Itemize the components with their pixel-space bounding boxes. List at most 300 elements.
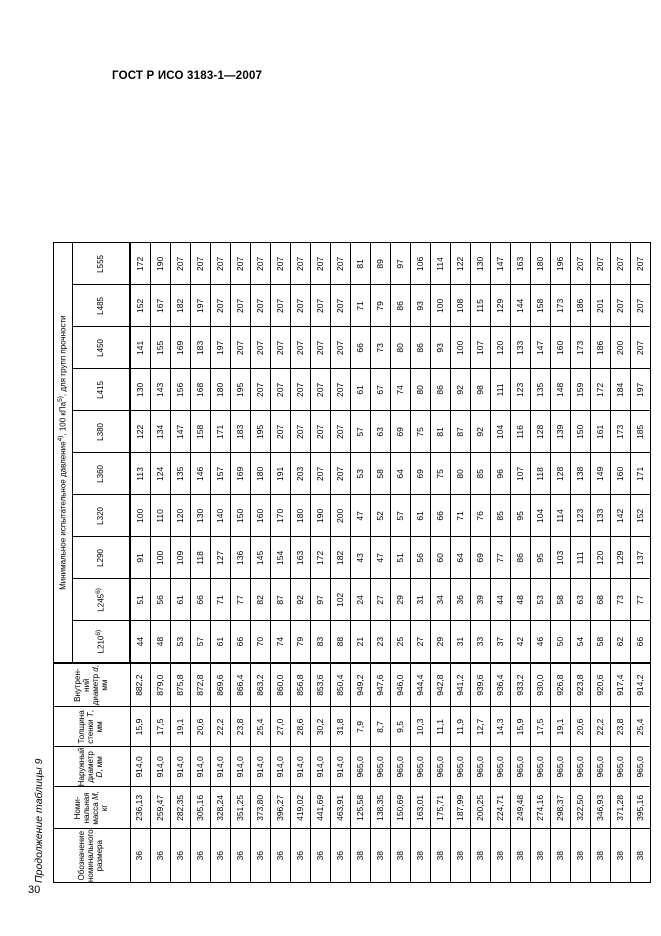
cell-pressure-l485: 167 (150, 285, 170, 327)
cell-pressure-l450: 183 (190, 327, 210, 369)
cell-od: 965,0 (450, 747, 470, 787)
cell-mass: 274,16 (530, 787, 550, 829)
table-row (290, 243, 310, 883)
cell-pressure-l360: 191 (270, 453, 290, 495)
cell-pressure-l360: 64 (390, 453, 410, 495)
cell-pressure-l360: 96 (490, 453, 510, 495)
table-caption: Продолжение таблицы 9 (32, 758, 45, 883)
cell-mass: 259,47 (150, 787, 170, 829)
cell-pressure-l2106: 21 (350, 621, 370, 663)
cell-pressure-l380: 183 (230, 411, 250, 453)
cell-pressure-l415: 156 (170, 369, 190, 411)
cell-pressure-l380: 150 (570, 411, 590, 453)
cell-pressure-l415: 159 (570, 369, 590, 411)
header-row-span (53, 243, 72, 883)
cell-size: 38 (450, 829, 470, 883)
col-header-grade-l380: L380 (72, 411, 130, 453)
cell-pressure-l555: 207 (630, 243, 650, 285)
cell-od: 965,0 (510, 747, 530, 787)
cell-size: 38 (630, 829, 650, 883)
cell-pressure-l555: 114 (430, 243, 450, 285)
cell-pressure-l360: 171 (630, 453, 650, 495)
cell-size: 38 (510, 829, 530, 883)
cell-od: 914,0 (230, 747, 250, 787)
cell-pressure-l450: 141 (130, 327, 151, 369)
cell-pressure-l2106: 70 (250, 621, 270, 663)
col-header-size-designation: Обозначение номинального размера (53, 829, 130, 883)
cell-pressure-l415: 168 (190, 369, 210, 411)
cell-mass: 328,24 (210, 787, 230, 829)
cell-pressure-l485: 207 (610, 285, 630, 327)
cell-pressure-l2106: 27 (410, 621, 430, 663)
cell-pressure-l380: 185 (630, 411, 650, 453)
cell-wt: 17,5 (530, 707, 550, 747)
cell-pressure-l450: 207 (290, 327, 310, 369)
cell-wt: 31,8 (330, 707, 350, 747)
cell-pressure-l290: 91 (130, 537, 151, 579)
cell-pressure-l320: 152 (630, 495, 650, 537)
table-row (510, 243, 530, 883)
cell-od: 965,0 (430, 747, 450, 787)
cell-pressure-l450: 147 (530, 327, 550, 369)
cell-mass: 187,99 (450, 787, 470, 829)
cell-mass: 322,50 (570, 787, 590, 829)
cell-wt: 14,3 (490, 707, 510, 747)
cell-mass: 200,25 (470, 787, 490, 829)
cell-id: 875,8 (170, 663, 190, 707)
cell-pressure-l415: 92 (450, 369, 470, 411)
cell-size: 36 (150, 829, 170, 883)
table-row (170, 243, 190, 883)
cell-id: 914,2 (630, 663, 650, 707)
cell-pressure-l360: 53 (350, 453, 370, 495)
cell-pressure-l485: 207 (630, 285, 650, 327)
cell-pressure-l320: 95 (510, 495, 530, 537)
table-row (530, 243, 550, 883)
table-header (53, 243, 130, 883)
cell-pressure-l555: 207 (230, 243, 250, 285)
cell-mass: 463,91 (330, 787, 350, 829)
cell-od: 965,0 (410, 747, 430, 787)
cell-pressure-l2106: 48 (150, 621, 170, 663)
table-row (190, 243, 210, 883)
table-row (210, 243, 230, 883)
cell-pressure-l2456: 66 (190, 579, 210, 621)
cell-wt: 19,1 (550, 707, 570, 747)
cell-pressure-l450: 73 (370, 327, 390, 369)
cell-pressure-l415: 172 (590, 369, 610, 411)
cell-id: 944,4 (410, 663, 430, 707)
cell-pressure-l450: 100 (450, 327, 470, 369)
cell-pressure-l415: 98 (470, 369, 490, 411)
cell-mass: 373,80 (250, 787, 270, 829)
cell-pressure-l360: 157 (210, 453, 230, 495)
cell-size: 36 (330, 829, 350, 883)
cell-pressure-l485: 207 (210, 285, 230, 327)
cell-pressure-l290: 118 (190, 537, 210, 579)
cell-id: 850,4 (330, 663, 350, 707)
cell-pressure-l320: 200 (330, 495, 350, 537)
cell-pressure-l380: 92 (470, 411, 490, 453)
cell-od: 914,0 (290, 747, 310, 787)
cell-pressure-l380: 161 (590, 411, 610, 453)
cell-size: 36 (250, 829, 270, 883)
cell-pressure-l320: 71 (450, 495, 470, 537)
cell-pressure-l555: 207 (330, 243, 350, 285)
cell-pressure-l485: 129 (490, 285, 510, 327)
table-row (270, 243, 290, 883)
col-header-grade-l450: L450 (72, 327, 130, 369)
cell-size: 38 (370, 829, 390, 883)
cell-size: 36 (210, 829, 230, 883)
cell-wt: 19,1 (170, 707, 190, 747)
cell-pressure-l485: 158 (530, 285, 550, 327)
cell-pressure-l380: 57 (350, 411, 370, 453)
cell-pressure-l485: 207 (310, 285, 330, 327)
cell-id: 872,8 (190, 663, 210, 707)
cell-size: 38 (610, 829, 630, 883)
cell-wt: 11,1 (430, 707, 450, 747)
cell-mass: 441,69 (310, 787, 330, 829)
cell-pressure-l380: 207 (330, 411, 350, 453)
col-header-grade-l245: L245$^{6)}$ (72, 579, 130, 621)
cell-pressure-l290: 137 (630, 537, 650, 579)
cell-wt: 20,6 (190, 707, 210, 747)
cell-size: 38 (570, 829, 590, 883)
table-row (410, 243, 430, 883)
cell-pressure-l2456: 53 (530, 579, 550, 621)
cell-id: 917,4 (610, 663, 630, 707)
cell-pressure-l290: 47 (370, 537, 390, 579)
table-row (570, 243, 590, 883)
cell-pressure-l360: 149 (590, 453, 610, 495)
cell-wt: 11,9 (450, 707, 470, 747)
cell-pressure-l450: 66 (350, 327, 370, 369)
cell-pressure-l555: 207 (570, 243, 590, 285)
cell-pressure-l320: 160 (250, 495, 270, 537)
cell-pressure-l555: 89 (370, 243, 390, 285)
cell-mass: 282,35 (170, 787, 190, 829)
cell-pressure-l320: 61 (410, 495, 430, 537)
cell-pressure-l320: 170 (270, 495, 290, 537)
cell-size: 38 (530, 829, 550, 883)
cell-pressure-l555: 190 (150, 243, 170, 285)
cell-pressure-l290: 163 (290, 537, 310, 579)
cell-od: 914,0 (310, 747, 330, 787)
cell-pressure-l2456: 92 (290, 579, 310, 621)
cell-pressure-l360: 135 (170, 453, 190, 495)
cell-od: 914,0 (150, 747, 170, 787)
cell-pressure-l555: 207 (190, 243, 210, 285)
cell-pressure-l555: 207 (290, 243, 310, 285)
cell-pressure-l380: 147 (170, 411, 190, 453)
cell-pressure-l290: 51 (390, 537, 410, 579)
cell-pressure-l555: 163 (510, 243, 530, 285)
cell-pressure-l485: 108 (450, 285, 470, 327)
cell-pressure-l320: 52 (370, 495, 390, 537)
cell-pressure-l380: 195 (250, 411, 270, 453)
cell-wt: 12,7 (470, 707, 490, 747)
cell-pressure-l485: 93 (410, 285, 430, 327)
cell-pressure-l290: 103 (550, 537, 570, 579)
cell-pressure-l450: 160 (550, 327, 570, 369)
cell-pressure-l320: 100 (130, 495, 151, 537)
cell-mass: 395,16 (630, 787, 650, 829)
cell-pressure-l2456: 24 (350, 579, 370, 621)
cell-pressure-l2456: 27 (370, 579, 390, 621)
table-row (470, 243, 490, 883)
cell-pressure-l2456: 77 (630, 579, 650, 621)
cell-pressure-l290: 69 (470, 537, 490, 579)
cell-pressure-l380: 207 (270, 411, 290, 453)
cell-size: 38 (590, 829, 610, 883)
cell-pressure-l555: 122 (450, 243, 470, 285)
cell-pressure-l2456: 36 (450, 579, 470, 621)
cell-pressure-l360: 118 (530, 453, 550, 495)
cell-pressure-l360: 180 (250, 453, 270, 495)
cell-id: 946,0 (390, 663, 410, 707)
cell-pressure-l415: 130 (130, 369, 151, 411)
cell-id: 860,0 (270, 663, 290, 707)
col-header-grade-l320: L320 (72, 495, 130, 537)
cell-pressure-l2106: 88 (330, 621, 350, 663)
cell-pressure-l360: 160 (610, 453, 630, 495)
cell-pressure-l2456: 48 (510, 579, 530, 621)
cell-pressure-l415: 67 (370, 369, 390, 411)
col-header-grade-l360: L360 (72, 453, 130, 495)
cell-mass: 419,02 (290, 787, 310, 829)
cell-pressure-l360: 203 (290, 453, 310, 495)
cell-pressure-l320: 120 (170, 495, 190, 537)
cell-id: 882,2 (130, 663, 151, 707)
cell-pressure-l450: 86 (410, 327, 430, 369)
cell-id: 869,6 (210, 663, 230, 707)
cell-pressure-l450: 207 (270, 327, 290, 369)
cell-od: 914,0 (270, 747, 290, 787)
table-row (430, 243, 450, 883)
cell-pressure-l290: 111 (570, 537, 590, 579)
cell-size: 38 (470, 829, 490, 883)
cell-size: 38 (490, 829, 510, 883)
cell-pressure-l320: 66 (430, 495, 450, 537)
cell-pressure-l485: 144 (510, 285, 530, 327)
cell-pressure-l485: 207 (330, 285, 350, 327)
cell-pressure-l415: 207 (330, 369, 350, 411)
cell-pressure-l320: 140 (210, 495, 230, 537)
cell-pressure-l290: 182 (330, 537, 350, 579)
table-row (350, 243, 370, 883)
cell-od: 914,0 (250, 747, 270, 787)
cell-size: 38 (410, 829, 430, 883)
cell-pressure-l380: 87 (450, 411, 470, 453)
cell-pressure-l2106: 23 (370, 621, 390, 663)
cell-pressure-l320: 104 (530, 495, 550, 537)
cell-pressure-l450: 207 (330, 327, 350, 369)
table-row (450, 243, 470, 883)
cell-pressure-l485: 173 (550, 285, 570, 327)
cell-mass: 224,71 (490, 787, 510, 829)
cell-wt: 10,3 (410, 707, 430, 747)
cell-pressure-l485: 207 (230, 285, 250, 327)
cell-pressure-l450: 120 (490, 327, 510, 369)
cell-mass: 346,93 (590, 787, 610, 829)
cell-mass: 163,01 (410, 787, 430, 829)
cell-size: 38 (390, 829, 410, 883)
cell-pressure-l2106: 57 (190, 621, 210, 663)
cell-od: 965,0 (350, 747, 370, 787)
cell-pressure-l415: 207 (250, 369, 270, 411)
cell-pressure-l380: 75 (410, 411, 430, 453)
cell-size: 38 (350, 829, 370, 883)
cell-pressure-l2456: 39 (470, 579, 490, 621)
cell-od: 965,0 (550, 747, 570, 787)
cell-pressure-l415: 111 (490, 369, 510, 411)
cell-pressure-l485: 71 (350, 285, 370, 327)
col-header-inside-diameter: Внутренний диаметр d, мм (53, 663, 130, 707)
cell-pressure-l555: 106 (410, 243, 430, 285)
cell-pressure-l320: 123 (570, 495, 590, 537)
cell-pressure-l360: 69 (410, 453, 430, 495)
cell-pressure-l555: 207 (610, 243, 630, 285)
cell-od: 965,0 (370, 747, 390, 787)
cell-pressure-l2106: 66 (230, 621, 250, 663)
cell-pressure-l485: 201 (590, 285, 610, 327)
cell-pressure-l2456: 87 (270, 579, 290, 621)
cell-pressure-l415: 207 (270, 369, 290, 411)
cell-size: 36 (290, 829, 310, 883)
cell-pressure-l320: 142 (610, 495, 630, 537)
pipe-specification-table (53, 242, 651, 883)
cell-pressure-l2106: 53 (170, 621, 190, 663)
cell-pressure-l485: 207 (250, 285, 270, 327)
table-row (330, 243, 350, 883)
cell-id: 933,2 (510, 663, 530, 707)
cell-pressure-l2106: 42 (510, 621, 530, 663)
cell-od: 965,0 (570, 747, 590, 787)
cell-pressure-l2456: 29 (390, 579, 410, 621)
cell-pressure-l380: 207 (310, 411, 330, 453)
cell-pressure-l360: 107 (510, 453, 530, 495)
cell-id: 926,8 (550, 663, 570, 707)
cell-pressure-l485: 182 (170, 285, 190, 327)
cell-mass: 305,16 (190, 787, 210, 829)
cell-mass: 150,69 (390, 787, 410, 829)
table-row (130, 243, 151, 883)
cell-pressure-l380: 122 (130, 411, 151, 453)
cell-pressure-l290: 60 (430, 537, 450, 579)
cell-pressure-l290: 120 (590, 537, 610, 579)
cell-pressure-l290: 145 (250, 537, 270, 579)
cell-pressure-l555: 180 (530, 243, 550, 285)
cell-pressure-l320: 110 (150, 495, 170, 537)
cell-pressure-l2456: 34 (430, 579, 450, 621)
cell-pressure-l450: 93 (430, 327, 450, 369)
cell-pressure-l450: 186 (590, 327, 610, 369)
cell-pressure-l380: 63 (370, 411, 390, 453)
cell-pressure-l320: 85 (490, 495, 510, 537)
table-row (610, 243, 630, 883)
cell-pressure-l2106: 29 (430, 621, 450, 663)
cell-pressure-l415: 135 (530, 369, 550, 411)
cell-mass: 236,13 (130, 787, 151, 829)
cell-pressure-l415: 180 (210, 369, 230, 411)
cell-od: 914,0 (130, 747, 151, 787)
cell-pressure-l2106: 33 (470, 621, 490, 663)
cell-pressure-l380: 81 (430, 411, 450, 453)
page-number: 30 (28, 884, 41, 896)
cell-pressure-l360: 146 (190, 453, 210, 495)
cell-od: 965,0 (390, 747, 410, 787)
cell-pressure-l360: 207 (330, 453, 350, 495)
cell-wt: 15,9 (130, 707, 151, 747)
cell-pressure-l290: 172 (310, 537, 330, 579)
cell-pressure-l2456: 82 (250, 579, 270, 621)
cell-wt: 23,8 (230, 707, 250, 747)
cell-id: 879,0 (150, 663, 170, 707)
cell-id: 939,6 (470, 663, 490, 707)
cell-pressure-l380: 207 (290, 411, 310, 453)
cell-pressure-l290: 56 (410, 537, 430, 579)
col-header-grade-l555: L555 (72, 243, 130, 285)
cell-pressure-l290: 86 (510, 537, 530, 579)
cell-size: 36 (310, 829, 330, 883)
cell-pressure-l360: 75 (430, 453, 450, 495)
cell-pressure-l380: 173 (610, 411, 630, 453)
table-row (590, 243, 610, 883)
cell-pressure-l360: 128 (550, 453, 570, 495)
cell-pressure-l2106: 83 (310, 621, 330, 663)
cell-pressure-l380: 69 (390, 411, 410, 453)
cell-pressure-l2106: 74 (270, 621, 290, 663)
cell-pressure-l485: 115 (470, 285, 490, 327)
cell-pressure-l2106: 58 (590, 621, 610, 663)
cell-pressure-l2456: 77 (230, 579, 250, 621)
cell-pressure-l450: 107 (470, 327, 490, 369)
cell-pressure-l360: 169 (230, 453, 250, 495)
cell-pressure-l555: 207 (170, 243, 190, 285)
cell-size: 36 (130, 829, 151, 883)
cell-pressure-l2456: 73 (610, 579, 630, 621)
cell-od: 914,0 (170, 747, 190, 787)
cell-id: 866,4 (230, 663, 250, 707)
cell-id: 923,8 (570, 663, 590, 707)
cell-pressure-l485: 152 (130, 285, 151, 327)
cell-pressure-l555: 147 (490, 243, 510, 285)
table-row (230, 243, 250, 883)
cell-mass: 175,71 (430, 787, 450, 829)
cell-pressure-l415: 61 (350, 369, 370, 411)
cell-od: 965,0 (530, 747, 550, 787)
cell-id: 942,8 (430, 663, 450, 707)
cell-pressure-l360: 58 (370, 453, 390, 495)
cell-od: 965,0 (470, 747, 490, 787)
cell-pressure-l415: 197 (630, 369, 650, 411)
cell-pressure-l2456: 68 (590, 579, 610, 621)
cell-pressure-l320: 47 (350, 495, 370, 537)
cell-pressure-l360: 207 (310, 453, 330, 495)
cell-od: 965,0 (490, 747, 510, 787)
cell-pressure-l290: 129 (610, 537, 630, 579)
col-header-grade-l290: L290 (72, 537, 130, 579)
cell-pressure-l2106: 46 (530, 621, 550, 663)
cell-id: 856,8 (290, 663, 310, 707)
cell-wt: 25,4 (630, 707, 650, 747)
cell-pressure-l450: 207 (230, 327, 250, 369)
cell-pressure-l320: 57 (390, 495, 410, 537)
cell-pressure-l360: 113 (130, 453, 151, 495)
cell-wt: 25,4 (250, 707, 270, 747)
cell-od: 965,0 (590, 747, 610, 787)
